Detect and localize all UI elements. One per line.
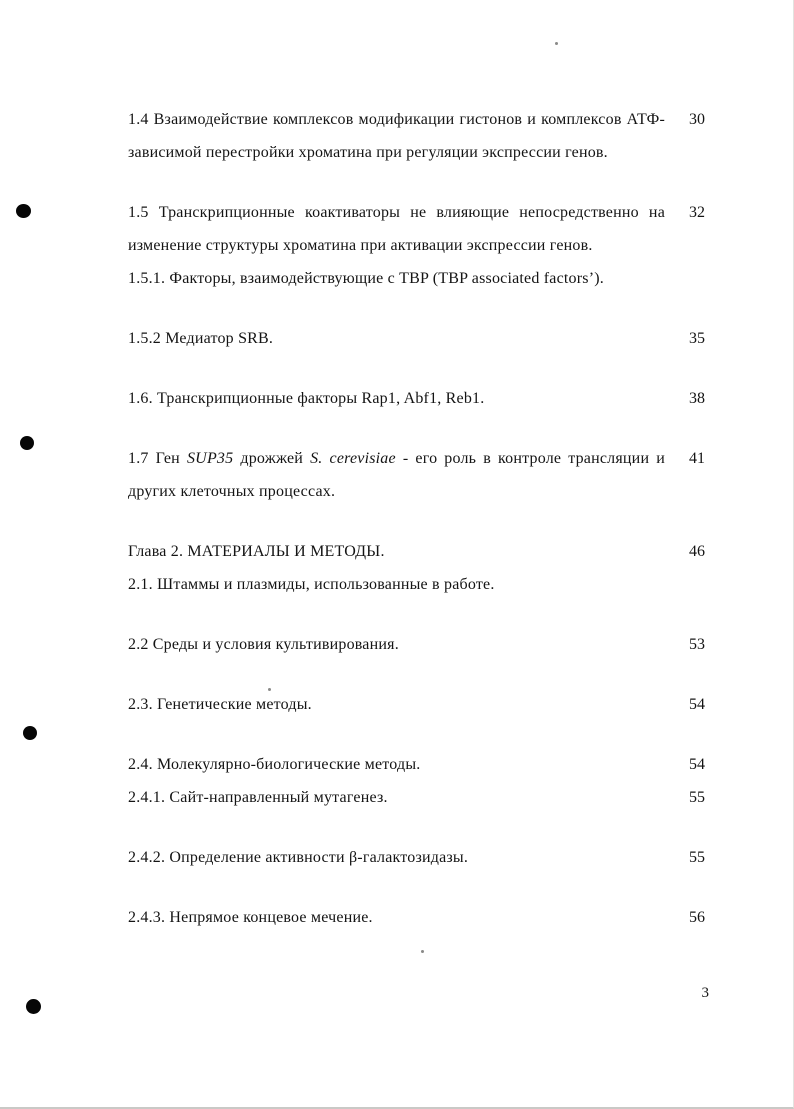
toc-entry-species-name: S. cerevisiae [310,450,396,467]
toc-entry-gene-name: SUP35 [186,450,234,467]
toc-entry [128,262,705,295]
toc-entry-text: 2.4.1. Сайт-направленный мутагенез. [128,789,388,806]
toc-entry [128,442,705,508]
toc-entry-text: 2.4.3. Непрямое концевое мечение. [128,909,373,926]
toc-entry-page-number: 41 [689,450,705,467]
toc-entry-text: 2.4. Молекулярно-биологические методы. [128,756,421,773]
toc-entry-page-number: 32 [689,204,705,221]
toc-entry-page-number: 55 [689,849,705,866]
binding-hole-mark [23,726,37,740]
toc-entry-page-number: 54 [689,696,705,713]
toc-entry-text: 2.3. Генетические методы. [128,696,312,713]
toc-entry-text: 1.4 Взаимодействие комплексов модификации гистонов и комплексов АТФ-зависимой перестройки хроматина при регуляции экспрессии генов. [128,111,665,161]
toc-entry-page-number: 30 [689,111,705,128]
toc-entry [128,196,705,262]
toc-entry [128,103,705,169]
toc-entry-text: Глава 2. МАТЕРИАЛЫ И МЕТОДЫ. [128,543,385,560]
toc-entry [128,781,705,814]
toc-entry-text-segment: - его роль в контроле трансляции и других клеточных процессах. [128,450,666,500]
toc-entry-text: 2.1. Штаммы и плазмиды, использованные в работе. [128,576,495,593]
scan-speck [268,688,271,691]
toc-entry [128,688,705,721]
toc-entry-page-number: 56 [689,909,705,926]
toc-entry [128,568,705,601]
toc-entry [128,748,705,781]
toc-entry [128,535,705,568]
toc-entry-text-segment: дрожжей [233,450,311,467]
toc-entry [128,901,705,934]
toc-entry-text: 1.6. Транскрипционные факторы Rap1, Abf1, Reb1. [128,390,485,407]
toc-entry-page-number: 35 [689,330,705,347]
binding-hole-mark [16,204,31,218]
binding-hole-mark [26,999,41,1014]
toc-entry-page-number: 55 [689,789,705,806]
toc-entry [128,628,705,661]
toc-entry [128,841,705,874]
toc-entry-text: 1.5 Транскрипционные коактиваторы не влияющие непосредственно на изменение структуры хроматина при активации экспрессии генов. [128,204,665,254]
toc-entry-text: 2.2 Среды и условия культивирования. [128,636,399,653]
binding-hole-mark [20,436,34,450]
toc-entry [128,382,705,415]
toc-entry-page-number: 46 [689,543,705,560]
toc-entry-text: 1.5.1. Факторы, взаимодействующие с TBP (TBP associated factors’). [128,270,604,287]
toc-entry-page-number: 38 [689,390,705,407]
scan-speck [421,950,424,953]
toc-entry-text: 1.5.2 Медиатор SRB. [128,330,274,347]
toc-entry-page-number: 53 [689,636,705,653]
toc-entry [128,322,705,355]
toc-entry-text: 2.4.2. Определение активности β-галактозидазы. [128,849,469,866]
toc-entry-text-segment: 1.7 Ген [128,450,187,467]
page-number: 3 [701,985,709,1001]
toc-entry-page-number: 54 [689,756,705,773]
scan-speck [555,42,558,45]
toc-entry-text [128,442,665,508]
